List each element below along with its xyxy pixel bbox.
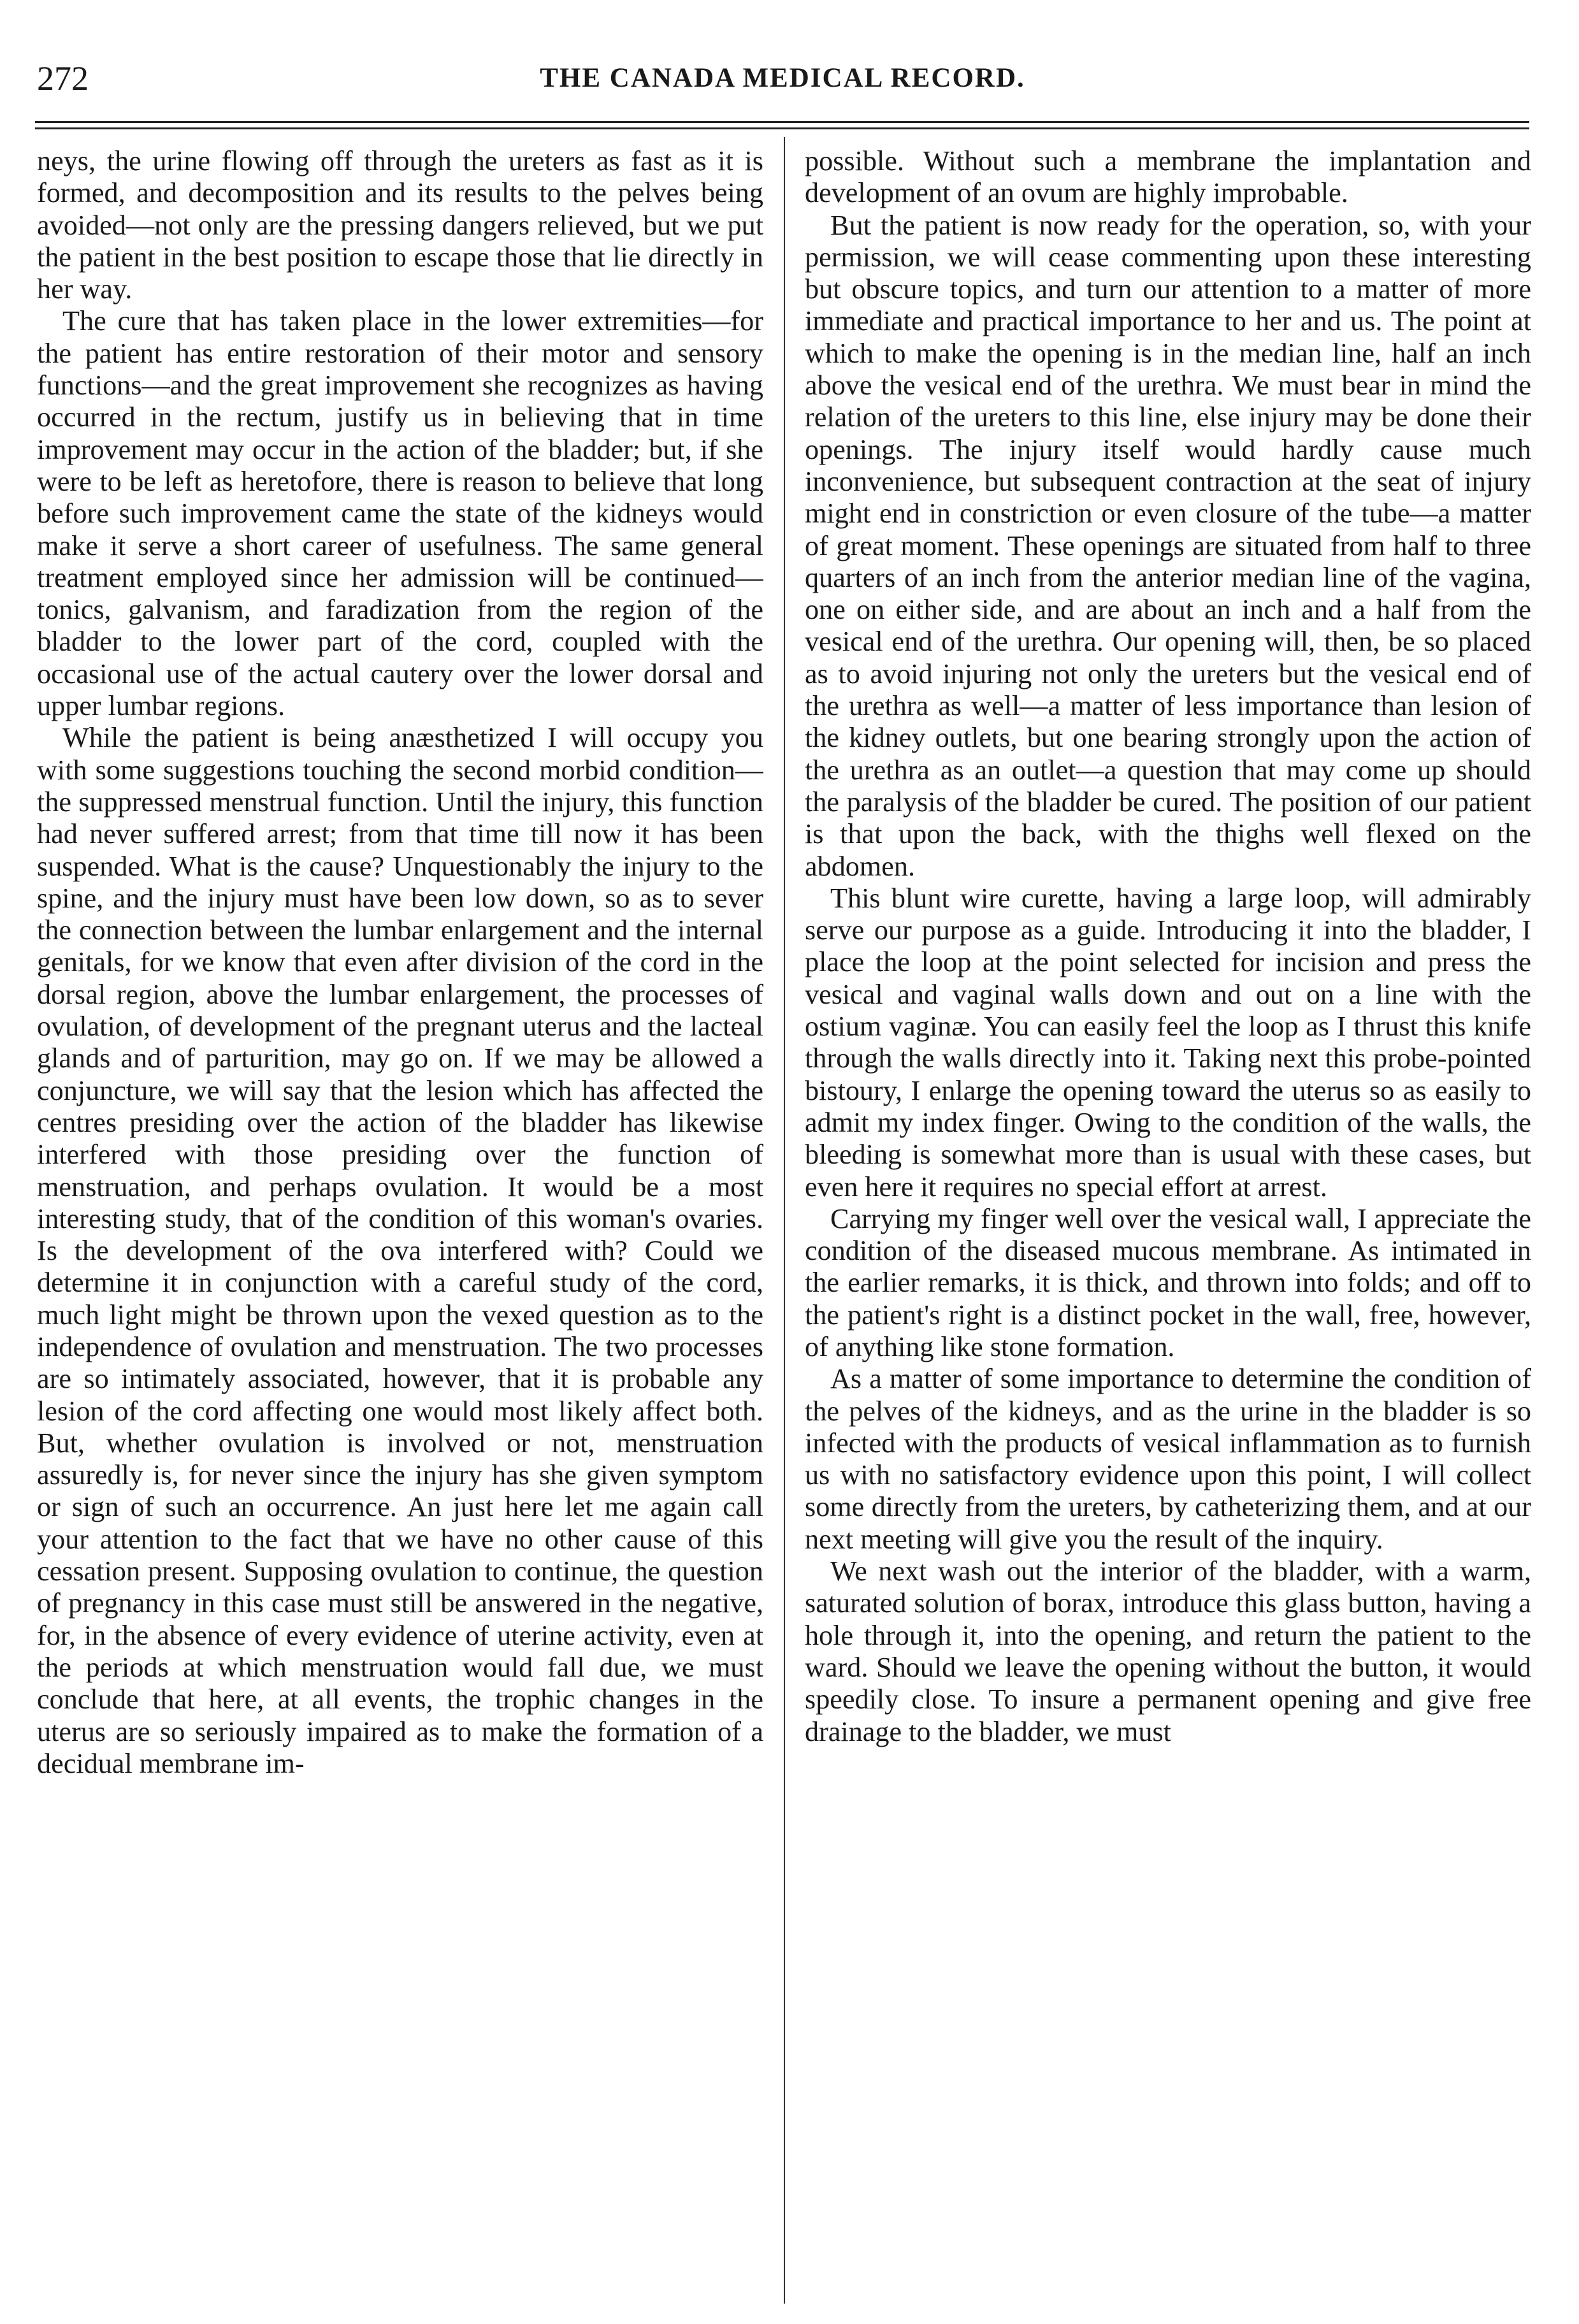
right-paragraph-2: But the patient is now ready for the operation, so, with your permission, we will cease commenting upon these interesting but obscure topics, and turn our attention to a matter of more immediate and practical importance to her and us. The point at which to make the opening is in the median line, half an inch above the vesical end of the urethra. We must bear in mind the relation of the ureters to this line, else injury may be done their openings. The injury itself would hardly cause much inconvenience, but subsequent contraction at the seat of injury might end in constriction or even closure of the tube—a matter of great moment. These openings are situated from half to three quarters of an inch from the anterior median line of the vagina, one on either side, and are about an inch and a half from the vesical end of the urethra. Our opening will, then, be so placed as to avoid injuring not only the ureters but the vesical end of the urethra as well—a matter of less importance than lesion of the kidney outlets, but one bearing strongly upon the action of the urethra as an outlet—a question that may come up should the paralysis of the bladder be cured. The position of our patient is that upon the back, with the thighs well flexed on the abdomen. <box>805 209 1531 882</box>
column-divider <box>784 137 785 2304</box>
right-paragraph-1: possible. Without such a membrane the implantation and development of an ovum are highly improbable. <box>805 145 1531 209</box>
left-paragraph-2: The cure that has taken place in the lower extremities—for the patient has entire restoration of their motor and sensory functions—and the great improvement she recognizes as having occurred in the rectum, justify us in believing that in time improvement may occur in the action of the bladder; but, if she were to be left as heretofore, there is reason to believe that long before such improvement came the state of the kidneys would make it serve a short career of usefulness. The same general treatment employed since her admission will be continued—tonics, galvanism, and faradization from the region of the bladder to the lower part of the cord, coupled with the occasional use of the actual cautery over the lower dorsal and upper lumbar regions. <box>37 305 763 722</box>
right-paragraph-4: Carrying my finger well over the vesical wall, I appreciate the condition of the diseased mucous membrane. As intimated in the earlier remarks, it is thick, and thrown into folds; and off to the patient's right is a distinct pocket in the wall, free, however, of anything like stone formation. <box>805 1202 1531 1362</box>
right-paragraph-6: We next wash out the interior of the bladder, with a warm, saturated solution of borax, introduce this glass button, having a hole through it, into the opening, and return the patient to the ward. Should we leave the opening without the button, it would speedily close. To insure a permanent opening and give free drainage to the bladder, we must <box>805 1555 1531 1747</box>
left-paragraph-3: While the patient is being anæsthetized I will occupy you with some suggestions touching the second morbid condition—the suppressed menstrual function. Until the injury, this function had never suffered arrest; from that time till now it has been suspended. What is the cause? Unquestionably the injury to the spine, and the injury must have been low down, so as to sever the connection between the lumbar enlargement and the internal genitals, for we know that even after division of the cord in the dorsal region, above the lumbar enlargement, the processes of ovulation, of development of the pregnant uterus and the lacteal glands and of parturition, may go on. If we may be allowed a conjuncture, we will say that the lesion which has affected the centres presiding over the action of the bladder has likewise interfered with those presiding over the function of menstruation, and perhaps ovulation. It would be a most interesting study, that of the condition of this woman's ovaries. Is the development of the ova interfered with? Could we determine it in conjunction with a careful study of the cord, much light might be thrown upon the vexed question as to the independence of ovulation and menstruation. The two processes are so intimately associated, however, that it is probable any lesion of the cord affecting one would most likely affect both. But, whether ovulation is involved or not, menstruation assuredly is, for never since the injury has she given symptom or sign of such an occurrence. An just here let me again call your attention to the fact that we have no other cause of this cessation present. Supposing ovulation to continue, the question of pregnancy in this case must still be answered in the negative, for, in the absence of every evidence of uterine activity, even at the periods at which menstruation would fall due, we must conclude that here, at all events, the trophic changes in the uterus are so seriously impaired as to make the formation of a decidual membrane im- <box>37 722 763 1779</box>
right-paragraph-5: As a matter of some importance to determine the condition of the pelves of the kidneys, and as the urine in the bladder is so infected with the products of vesical inflammation as to furnish us with no satisfactory evidence upon this point, I will collect some directly from the ureters, by catheterizing them, and at our next meeting will give you the result of the inquiry. <box>805 1363 1531 1555</box>
header-rule-top <box>35 121 1529 123</box>
page-number: 272 <box>37 59 89 97</box>
right-paragraph-3: This blunt wire curette, having a large loop, will admirably serve our purpose as a guide. Introducing it into the bladder, I place the loop at the point selected for incision and press the vesical and vaginal walls down and out on a line with the ostium vaginæ. You can easily feel the loop as I thrust this knife through the walls directly into it. Taking next this probe-pointed bistoury, I enlarge the opening toward the uterus so as easily to admit my index finger. Owing to the condition of the walls, the bleeding is somewhat more than is usual with these cases, but even here it requires no special effort at arrest. <box>805 882 1531 1202</box>
left-column <box>37 145 763 2306</box>
right-column <box>805 145 1531 2306</box>
page-header <box>37 59 1528 103</box>
left-paragraph-1: neys, the urine flowing off through the ureters as fast as it is formed, and decomposition and its results to the pelves being avoided—not only are the pressing dangers relieved, but we put the patient in the best position to escape those that lie directly in her way. <box>37 145 763 305</box>
running-title: THE CANADA MEDICAL RECORD. <box>540 63 1025 93</box>
header-rule-bottom <box>35 127 1529 129</box>
